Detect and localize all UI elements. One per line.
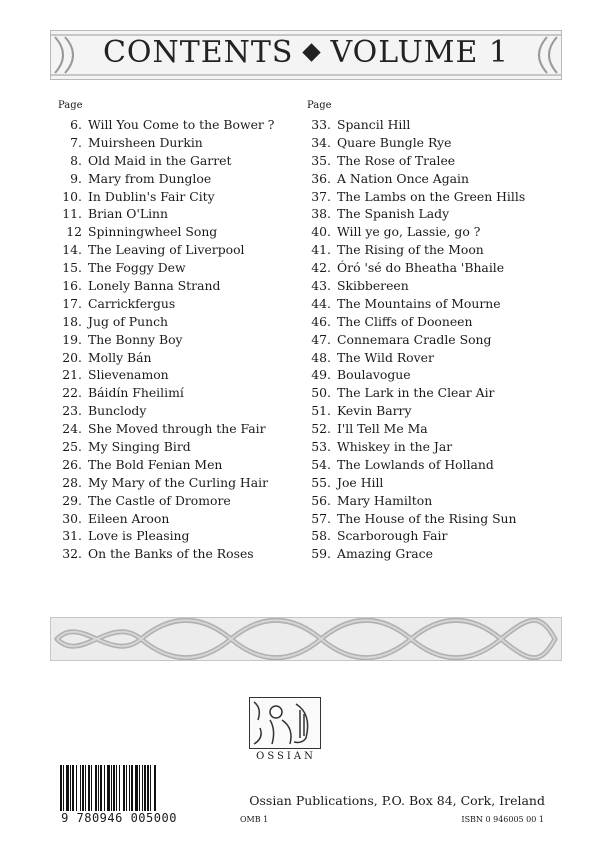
entry-song-title: Mary from Dungloe <box>88 170 212 186</box>
contents-entry <box>58 259 298 277</box>
contents-entry <box>58 527 298 545</box>
entry-page-number: 30. <box>62 510 82 526</box>
contents-entry <box>307 510 557 528</box>
entry-song-title: Brian O'Linn <box>88 206 169 222</box>
entry-page-number: 49. <box>311 367 331 383</box>
entry-page-number: 8. <box>70 152 82 168</box>
logo-text: OSSIAN <box>256 751 316 762</box>
contents-entry <box>58 223 298 241</box>
entry-song-title: The Bold Fenian Men <box>88 456 223 472</box>
contents-entry <box>58 420 298 438</box>
entry-page-number: 32. <box>62 546 82 562</box>
page-title <box>51 35 561 70</box>
entry-song-title: Óró 'sé do Bheatha 'Bhaile <box>337 260 505 276</box>
entry-song-title: The Lambs on the Green Hills <box>337 188 526 204</box>
contents-entry <box>307 366 557 384</box>
entry-page-number: 28. <box>62 474 82 490</box>
contents-entry <box>58 313 298 331</box>
entry-song-title: The Rose of Tralee <box>337 152 456 168</box>
contents-entry <box>307 170 557 188</box>
entry-page-number: 48. <box>311 349 331 365</box>
publisher-address: Ossian Publications, P.O. Box 84, Cork, Ireland <box>249 793 545 808</box>
contents-entry <box>307 116 557 134</box>
contents-entry <box>307 188 557 206</box>
ossian-logo <box>247 697 323 763</box>
contents-entry <box>307 313 557 331</box>
entry-song-title: Love is Pleasing <box>88 528 190 544</box>
entry-song-title: Spancil Hill <box>337 117 411 132</box>
entry-page-number: 37. <box>311 188 331 204</box>
entry-page-number: 50. <box>311 385 331 401</box>
entry-page-number: 25. <box>62 439 82 455</box>
contents-entry <box>58 134 298 152</box>
entry-song-title: Amazing Grace <box>337 546 433 562</box>
entry-song-title: The Lowlands of Holland <box>337 456 494 472</box>
entry-page-number: 22. <box>62 385 82 401</box>
entry-song-title: Eileen Aroon <box>88 510 170 526</box>
contents-entry <box>58 349 298 367</box>
entry-song-title: The Wild Rover <box>337 349 434 365</box>
entry-song-title: Will ye go, Lassie, go ? <box>337 224 481 240</box>
entry-page-number: 35. <box>311 152 331 168</box>
entry-song-title: The Spanish Lady <box>337 206 450 222</box>
page-column-label: Page <box>307 100 332 111</box>
contents-entry <box>58 331 298 349</box>
contents-entry <box>307 438 557 456</box>
entry-page-number: 51. <box>311 403 331 419</box>
entry-song-title: Scarborough Fair <box>337 528 448 544</box>
contents-entry <box>58 474 298 492</box>
contents-entry <box>307 402 557 420</box>
contents-entry <box>58 402 298 420</box>
entry-song-title: The Bonny Boy <box>88 331 183 347</box>
contents-entry <box>58 116 298 134</box>
entry-song-title: Báidín Fheilimí <box>88 385 184 401</box>
barcode-digits: 9 780946 005000 <box>61 811 177 825</box>
entry-page-number: 43. <box>311 278 331 294</box>
entry-song-title: Mary Hamilton <box>337 492 433 508</box>
entry-song-title: The House of the Rising Sun <box>337 510 517 526</box>
harpist-emblem-icon <box>249 697 321 749</box>
contents-entry <box>58 545 298 563</box>
entry-song-title: Whiskey in the Jar <box>337 439 453 455</box>
entry-song-title: Slievenamon <box>88 367 169 383</box>
entry-page-number: 26. <box>62 456 82 472</box>
contents-column-left <box>58 100 298 563</box>
entry-song-title: Spinningwheel Song <box>88 224 218 240</box>
entry-song-title: Old Maid in the Garret <box>88 152 232 168</box>
entry-song-title: Quare Bungle Rye <box>337 134 452 150</box>
celtic-knot-icon <box>51 618 561 660</box>
contents-entry <box>58 170 298 188</box>
contents-entry <box>307 349 557 367</box>
contents-entry <box>307 152 557 170</box>
entry-page-number: 44. <box>311 295 331 311</box>
entry-page-number: 9. <box>70 170 82 186</box>
contents-entry <box>307 474 557 492</box>
entry-song-title: The Castle of Dromore <box>88 492 231 508</box>
entry-song-title: The Cliffs of Dooneen <box>337 313 473 329</box>
title-volume: VOLUME 1 <box>330 35 510 70</box>
entry-page-number: 20. <box>62 349 82 365</box>
entry-song-title: My Singing Bird <box>88 439 191 455</box>
entry-page-number: 21. <box>62 367 82 383</box>
entry-page-number: 31. <box>62 528 82 544</box>
entry-song-title: A Nation Once Again <box>337 170 469 186</box>
contents-entry <box>307 545 557 563</box>
contents-entry <box>307 384 557 402</box>
entry-song-title: Will You Come to the Bower ? <box>88 117 275 132</box>
contents-entry <box>58 438 298 456</box>
entry-page-number: 38. <box>311 206 331 222</box>
contents-entry <box>307 205 557 223</box>
contents-entry <box>307 277 557 295</box>
entry-page-number: 15. <box>62 260 82 276</box>
entry-page-number: 11. <box>62 206 82 222</box>
entry-song-title: Kevin Barry <box>337 403 412 419</box>
isbn: ISBN 0 946005 00 1 <box>461 815 544 824</box>
entry-page-number: 40. <box>311 224 331 240</box>
contents-entry <box>58 152 298 170</box>
entry-page-number: 24. <box>62 421 82 437</box>
entry-page-number: 42. <box>311 260 331 276</box>
entry-page-number: 57. <box>311 510 331 526</box>
entry-song-title: In Dublin's Fair City <box>88 188 215 204</box>
entry-page-number: 54. <box>311 456 331 472</box>
contents-entry <box>58 188 298 206</box>
contents-entry <box>307 295 557 313</box>
catalogue-code: OMB 1 <box>240 815 269 824</box>
contents-entry <box>58 277 298 295</box>
entry-list <box>58 116 298 563</box>
entry-page-number: 14. <box>62 242 82 258</box>
contents-entry <box>58 241 298 259</box>
entry-page-number: 52. <box>311 421 331 437</box>
entry-song-title: Skibbereen <box>337 278 409 294</box>
entry-song-title: Bunclody <box>88 403 147 419</box>
contents-entry <box>307 492 557 510</box>
entry-page-number: 12 <box>66 224 82 240</box>
title-contents: CONTENTS <box>102 35 294 70</box>
entry-song-title: On the Banks of the Roses <box>88 546 254 562</box>
contents-entry <box>307 527 557 545</box>
entry-song-title: My Mary of the Curling Hair <box>88 474 269 490</box>
entry-song-title: The Rising of the Moon <box>337 242 484 258</box>
entry-page-number: 36. <box>311 170 331 186</box>
entry-song-title: Molly Bán <box>88 349 152 365</box>
entry-page-number: 34. <box>311 134 331 150</box>
entry-song-title: Jug of Punch <box>88 313 169 329</box>
contents-entry <box>307 456 557 474</box>
entry-page-number: 41. <box>311 242 331 258</box>
contents-entry <box>58 366 298 384</box>
entry-page-number: 23. <box>62 403 82 419</box>
entry-page-number: 29. <box>62 492 82 508</box>
entry-song-title: Boulavogue <box>337 367 411 383</box>
entry-page-number: 19. <box>62 331 82 347</box>
entry-page-number: 7. <box>70 134 82 150</box>
entry-song-title: The Leaving of Liverpool <box>88 242 245 258</box>
entry-page-number: 55. <box>311 474 331 490</box>
entry-page-number: 47. <box>311 331 331 347</box>
contents-entry <box>58 510 298 528</box>
celtic-knot-band <box>50 617 562 661</box>
entry-song-title: Joe Hill <box>337 474 384 490</box>
contents-entry <box>58 384 298 402</box>
contents-entry <box>58 295 298 313</box>
contents-entry <box>307 241 557 259</box>
entry-page-number: 46. <box>311 313 331 329</box>
contents-column-right <box>307 100 557 563</box>
contents-entry <box>307 223 557 241</box>
contents-entry <box>307 259 557 277</box>
entry-page-number: 17. <box>62 295 82 311</box>
entry-list <box>307 116 557 563</box>
entry-page-number: 59. <box>311 546 331 562</box>
entry-song-title: She Moved through the Fair <box>88 421 266 437</box>
entry-song-title: The Lark in the Clear Air <box>337 385 495 401</box>
entry-page-number: 10. <box>62 188 82 204</box>
contents-entry <box>58 456 298 474</box>
contents-entry <box>307 134 557 152</box>
entry-page-number: 33. <box>311 117 331 132</box>
contents-entry <box>58 205 298 223</box>
entry-page-number: 53. <box>311 439 331 455</box>
entry-page-number: 18. <box>62 313 82 329</box>
diamond-icon <box>303 43 321 61</box>
entry-song-title: Lonely Banna Strand <box>88 278 221 294</box>
entry-page-number: 16. <box>62 278 82 294</box>
entry-song-title: Muirsheen Durkin <box>88 134 203 150</box>
entry-song-title: The Mountains of Mourne <box>337 295 501 311</box>
entry-song-title: Connemara Cradle Song <box>337 331 492 347</box>
entry-page-number: 58. <box>311 528 331 544</box>
entry-song-title: I'll Tell Me Ma <box>337 421 428 437</box>
title-banner <box>50 30 562 80</box>
entry-page-number: 6. <box>70 117 82 132</box>
entry-song-title: The Foggy Dew <box>88 260 186 276</box>
contents-entry <box>58 492 298 510</box>
entry-page-number: 56. <box>311 492 331 508</box>
contents-entry <box>307 420 557 438</box>
contents-entry <box>307 331 557 349</box>
page-column-label: Page <box>58 100 83 111</box>
entry-song-title: Carrickfergus <box>88 295 176 311</box>
